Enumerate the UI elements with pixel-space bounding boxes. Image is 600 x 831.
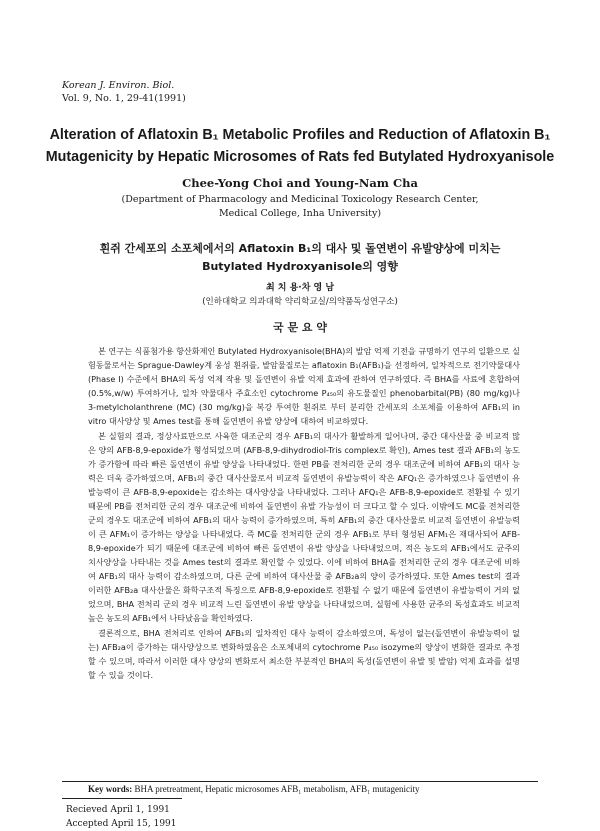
korean-affiliation: (인하대학교 의과대학 약리학교실/의약품독성연구소) — [202, 297, 398, 307]
journal-volume: Vol. 9, No. 1, 29-41(1991) — [62, 93, 186, 104]
affiliation — [60, 193, 540, 221]
paper-title-line-1: Alteration of Aflatoxin B₁ Metabolic Profiles and Reduction of Aflatoxin B₁ — [49, 127, 551, 143]
received-date: Recieved April 1, 1991 — [66, 805, 170, 815]
footnote-divider — [62, 798, 182, 799]
abstract-paragraph: 본 실험의 결과, 정상사료만으로 사육한 대조군의 경우 AFB₁의 대사가 활발하게 일어나며, 중간 대사산물 중 비교적 많은 양의 AFB-8,9-epoxide가 형성되었으며 (AFB-8,9-dihydrodiol-Tris complex로 확인), Ames test 결과 AFB₁의 농도가 증가함에 따라 빠른 돌연변이 유발 양상을 나타내었다. 한편 PB를 전처리한 군의 경우 대조군에 비하여 AFB₁의 대사 능력은 더욱 증가하였으며, AFB₁의 중간 대사산물로서 비교적 돌연변이 유발능력이 작은 AFQ₁은 증가하였으나 돌연변이 유발능력이 큰 AFB-8,9-epoxide는 감소하는 대사양상을 나타내었다. 그러나 AFQ₁은 AFB-8,9-epoxide로 전환될 수 있기 때문에 PB를 전처리한 군의 경우 대조군에 비하여 돌연변이 유발 가능성이 더 크다고 할 수 있다. 이밖에도 MC를 전처리한 군의 경우도 대조군에 비하여 AFB₁의 대사 능력이 증가하였으며, 특히 AFB₁의 중간 대사산물로 비교적 돌연변이 유발능력이 큰 AFM₁이 증가하는 양상을 나타내었다. 즉 MC를 전처리한 군의 경우 AFB₁로 부터 형성된 AFM₁은 재대사되어 AFB-8,9-epoxide가 되기 때문에 대조군에 비하여 빠른 돌연변이 유발 양상을 나타내었으며, 적은 농도의 AFB₁에서도 균주의 치사양상을 나타내는 것을 Ames test의 결과로 확인할 수 있었다. 이에 비하여 BHA를 전처리한 군의 경우 대조군에 비하여 AFB₁의 대사 능력이 감소하였으며, 다른 군에 비하여 대사산물 중 AFB₂a의 양이 증가하였다. 또한 Ames test의 결과 이러한 AFB₂a 대사산물은 화학구조적 특징으로 AFB-8,9-epoxide로 전환될 수 없기 때문에 돌연변이 유발능력이 거의 없었으며, BHA 전처리 군의 경우 비교적 느린 돌연변이 유발 양상을 나타내었으며, 실험에 사용한 균주의 독성효과도 비교적 높은 농도의 AFB₁에서 나타났음을 확인하였다. — [88, 431, 520, 623]
keywords-label: Key words: — [88, 784, 133, 794]
korean-title-line-1: 흰쥐 간세포의 소포체에서의 Aflatoxin B₁의 대사 및 돌연변이 유발양상에 미치는 — [99, 242, 501, 255]
abstract-paragraph: 결론적으로, BHA 전처리로 인하여 AFB₁의 일차적인 대사 능력이 감소하였으며, 독성이 없는(돌연변이 유발능력이 없는) AFB₂a이 증가하는 대사양상으로 변화하였음은 소포체내의 cytochrome P₄₅₀ isozyme의 양상이 변화한 결과로 추정할 수 있으며, 따라서 이러한 대사 양상의 변화로서 최소한 부분적인 BHA의 독성(돌연변이 유발 및 발암) 억제 효과를 설명할 수 있을 것이다. — [88, 628, 520, 680]
affiliation-line-1: (Department of Pharmacology and Medicinal Toxicology Research Center, — [121, 194, 479, 205]
affiliation-line-2: Medical College, Inha University) — [218, 208, 382, 219]
abstract-heading: 국 문 요 약 — [273, 321, 327, 334]
authors: Chee-Yong Choi and Young-Nam Cha — [182, 176, 418, 190]
dates — [66, 803, 177, 831]
keywords — [88, 783, 538, 795]
accepted-date: Accepted April 15, 1991 — [66, 819, 177, 829]
keywords-divider — [62, 781, 538, 782]
paper-title-line-2: Mutagenicity by Hepatic Microsomes of Rats fed Butylated Hydroxyanisole — [45, 149, 555, 165]
korean-authors: 최 치 용·차 영 남 — [265, 283, 335, 293]
keywords-text: BHA pretreatment, Hepatic microsomes AFB₁ metabolism, AFB₁ mutagenicity — [134, 784, 420, 794]
abstract-body — [88, 344, 520, 683]
journal-header — [62, 79, 186, 105]
korean-title-line-2: Butylated Hydroxyanisole의 영향 — [202, 260, 398, 273]
korean-title — [40, 240, 560, 276]
abstract-paragraph: 본 연구는 식품첨가용 항산화제인 Butylated Hydroxyanisole(BHA)의 발암 억제 기전을 규명하기 연구의 일환으로 실험동물로서는 Sprague-Dawley계 웅성 흰쥐를, 발암물질로는 aflatoxin B₁(AFB₁)을 선정하여, 일차적으로 전기약물대사(Phase I) 수준에서 BHA의 독성 억제 작용 및 돌연변이 유발 억제 효과에 관하여 연구하였다. 즉 BHA를 사료에 혼합하여 (0.5%,w/w) 투여하거나, 일차 약물대사 주효소인 cytochrome P₄₅₀의 유도물질인 phenobarbital(PB) (80 mg/kg)나 3-metylcholanthrene (MC) (30 mg/kg)을 복강 투여한 흰쥐로 부터 분리한 간세포의 소포체를 이용하여 AFB₁의 in vitro 대사양상 및 Ames test를 통해 돌연변이 유발 양상에 대하여 비교하였다. — [88, 346, 520, 426]
journal-name: Korean J. Environ. Biol. — [62, 80, 175, 91]
paper-title — [30, 124, 570, 168]
